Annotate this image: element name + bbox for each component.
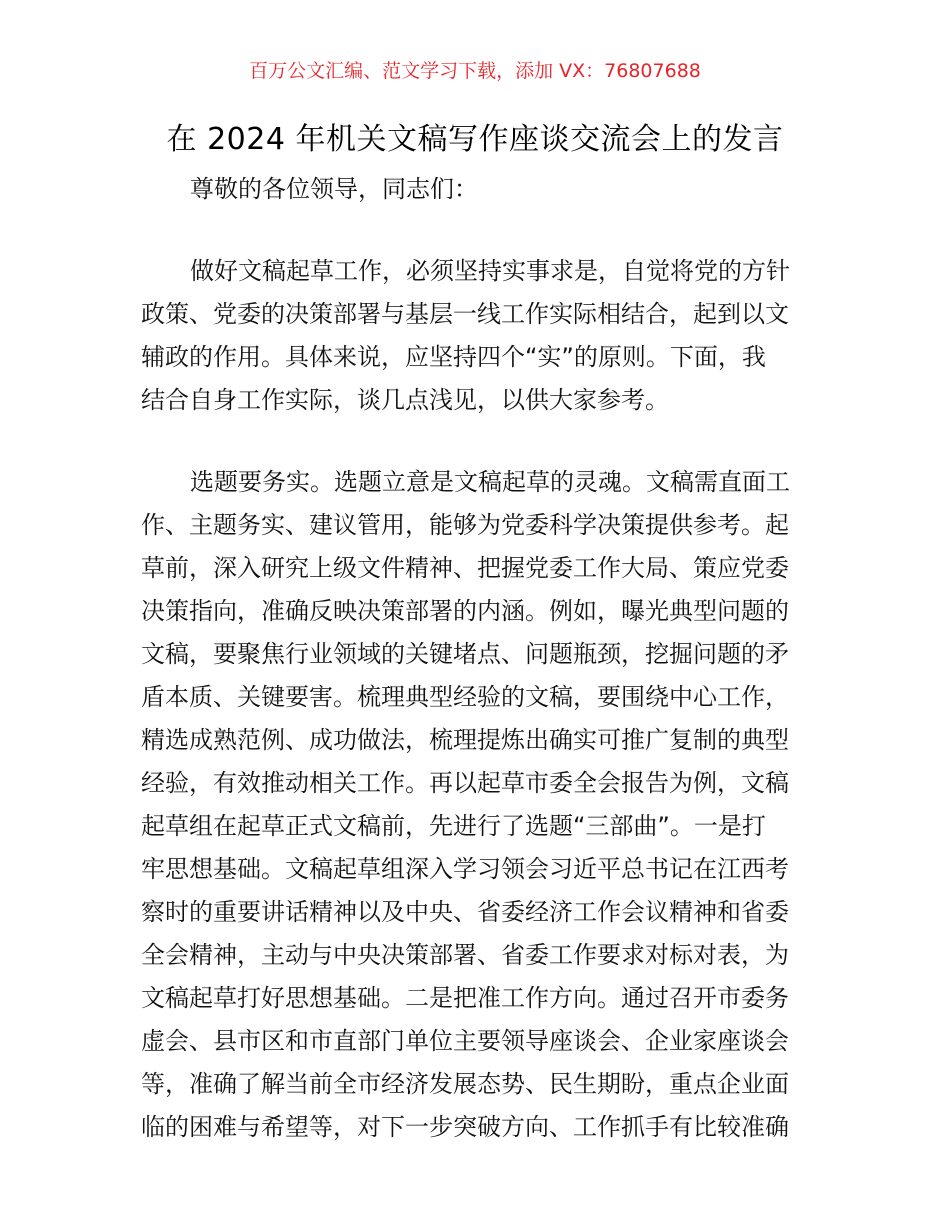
paragraph-line: 结合自身工作实际，谈几点浅见，以供大家参考。 [141,386,669,414]
paragraph-line: 辅政的作用。具体来说，应坚持四个“实”的原则。下面，我 [141,343,766,371]
paragraph-line: 做好文稿起草工作，必须坚持实事求是，自觉将党的方针 [190,257,790,285]
document-body [141,168,821,1188]
paragraph-line: 盾本质、关键要害。梳理典型经验的文稿，要围绕中心工作， [141,683,789,711]
paragraph [141,461,821,1149]
greeting: 尊敬的各位领导，同志们： [190,175,478,203]
paragraph-line: 牢思想基础。文稿起草组深入学习领会习近平总书记在江西考 [141,855,789,883]
paragraph-line: 文稿起草打好思想基础。二是把准工作方向。通过召开市委务 [141,984,789,1012]
paragraph-line: 等，准确了解当前全市经济发展态势、民生期盼，重点企业面 [141,1070,789,1098]
watermark-header: 百万公文汇编、范文学习下载，添加 VX：76807688 [249,60,701,82]
paragraph-line: 草前，深入研究上级文件精神、把握党委工作大局、策应党委 [141,554,789,582]
paragraph-line: 作、主题务实、建议管用，能够为党委科学决策提供参考。起 [141,511,789,539]
paragraph-line: 虚会、县市区和市直部门单位主要领导座谈会、企业家座谈会 [141,1027,789,1055]
paragraph [141,250,821,422]
paragraph-line: 决策指向，准确反映决策部署的内涵。例如，曝光典型问题的 [141,597,789,625]
paragraph-line: 文稿，要聚焦行业领域的关键堵点、问题瓶颈，挖掘问题的矛 [141,640,789,668]
paragraph-line: 临的困难与希望等，对下一步突破方向、工作抓手有比较准确 [141,1113,789,1141]
paragraph-line: 全会精神，主动与中央决策部署、省委工作要求对标对表，为 [141,941,789,969]
paragraph-line: 察时的重要讲话精神以及中央、省委经济工作会议精神和省委 [141,898,789,926]
paragraph-line: 选题要务实。选题立意是文稿起草的灵魂。文稿需直面工 [190,468,790,496]
paragraph-line: 精选成熟范例、成功做法，梳理提炼出确实可推广复制的典型 [141,726,789,754]
document-title: 在 2024 年机关文稿写作座谈交流会上的发言 [166,122,784,157]
paragraph-line: 经验，有效推动相关工作。再以起草市委全会报告为例，文稿 [141,769,789,797]
paragraph-line: 起草组在起草正式文稿前，先进行了选题“三部曲”。一是打 [141,812,766,840]
paragraph-line: 政策、党委的决策部署与基层一线工作实际相结合，起到以文 [141,300,789,328]
